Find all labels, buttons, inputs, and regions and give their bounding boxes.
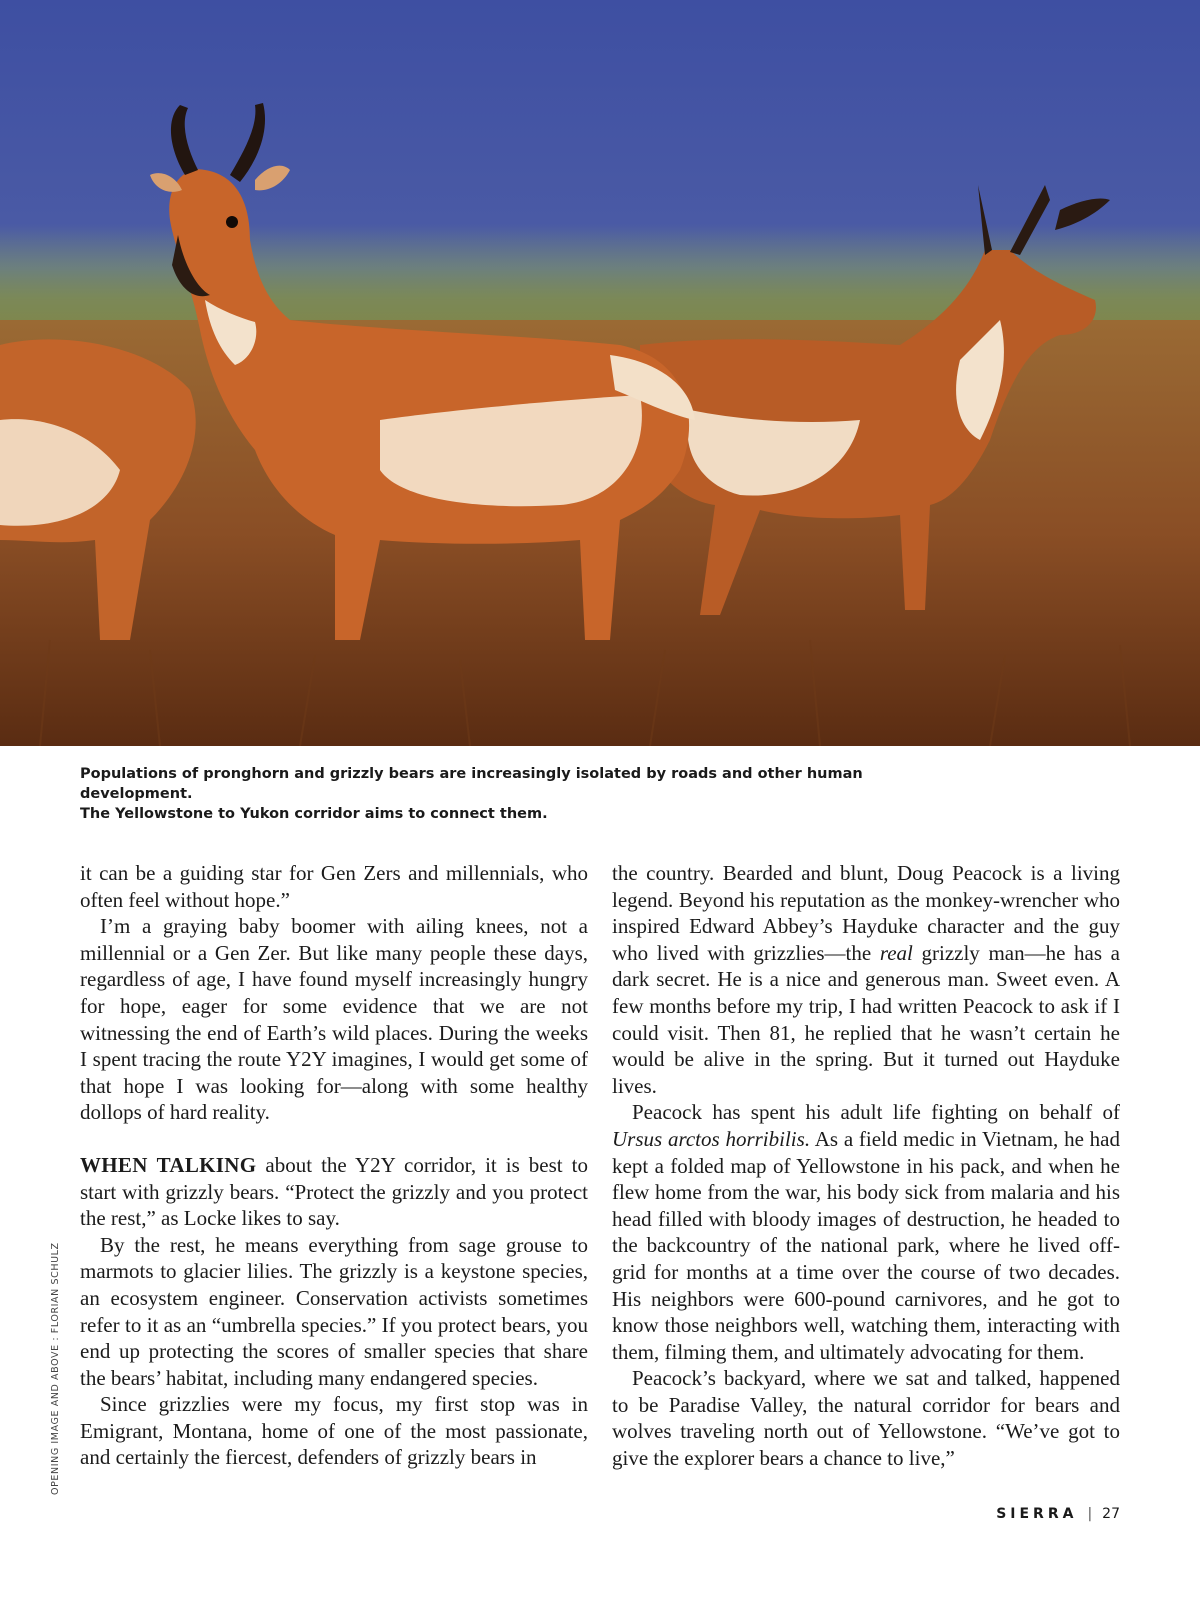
pronghorn-illustration [0, 0, 1200, 746]
emphasis-text: real [879, 940, 913, 965]
paragraph-text: the country. Bearded and blunt, Doug Peacock is a living legend. Beyond his reputation as the monkey-wrencher who inspired Edward Abbey’s Hayduke character and the guy who lived with grizzlies—the [612, 861, 1120, 965]
caption-line-1: Populations of pronghorn and grizzly bears are increasingly isolated by roads and other human development. [80, 766, 863, 802]
caption-line-2: The Yellowstone to Yukon corridor aims to connect them. [80, 806, 548, 822]
emphasis-text: Ursus arctos horribilis. [612, 1126, 811, 1151]
paragraph: Since grizzlies were my focus, my first stop was in Emigrant, Montana, home of one of the most passionate, and certainly the fiercest, defenders of grizzly bears in [80, 1392, 588, 1470]
footer-separator: | [1087, 1506, 1093, 1522]
paragraph: I’m a graying baby boomer with ailing knees, not a millennial or a Gen Zer. But like many people these days, regardless of age, I have found myself increasingly hungry for hope, eager for some evidence that we are not witnessing the end of Earth’s wild places. During the weeks I spent tracing the route Y2Y imagines, I would get some of that hope I was looking for—along with some healthy dollops of hard reality. [80, 914, 588, 1125]
paragraph: Peacock’s backyard, where we sat and talked, happened to be Paradise Valley, the natural corridor for bears and wolves traveling north out of Yellowstone. “We’ve got to give the explorer bears a chance to live,” [612, 1366, 1120, 1471]
page-number: 27 [1102, 1506, 1120, 1522]
paragraph-text: about the Y2Y corridor, it is best to start with grizzly bears. “Protect the grizzly and you protect the rest,” as Locke likes to say. [80, 1152, 588, 1231]
photo-credit: OPENING IMAGE AND ABOVE : FLORIAN SCHULZ [50, 1242, 61, 1495]
paragraph-text: grizzly man—he has a dark secret. He is a nice and generous man. Sweet even. A few months before my trip, I had written Peacock to ask if I could visit. Then 81, he replied that he wasn’t certain he would be alive in the spring. But it turned out Hayduke lives. [612, 940, 1120, 1098]
pronghorn-photo [0, 0, 1200, 746]
paragraph [612, 860, 1120, 1099]
paragraph: By the rest, he means everything from sage grouse to marmots to glacier lilies. The grizzly is a keystone species, an ecosystem engineer. Conservation activists sometimes refer to it as an “umbrella species.” If you protect bears, you end up protecting the scores of smaller species that share the bears’ habitat, including many endangered species. [80, 1232, 588, 1390]
article-column-right [612, 860, 1120, 1472]
run-in-head: WHEN TALKING [80, 1152, 257, 1177]
magazine-name: SIERRA [996, 1506, 1078, 1522]
article-column-left [80, 860, 588, 1471]
paragraph [612, 1099, 1120, 1365]
section-paragraph [80, 1152, 588, 1232]
paragraph-text: As a field medic in Vietnam, he had kept a folded map of Yellowstone in his pack, and when he flew home from the war, his body sick from malaria and his head filled with bloody images of destruction, he headed to the backcountry of the national park, where he lived off-grid for months at a time over the course of two decades. His neighbors were 600-pound carnivores, and he got to know those neighbors well, watching them, interacting with them, filming them, and ultimately advocating for them. [612, 1126, 1120, 1364]
photo-caption [80, 764, 980, 824]
paragraph-text: Peacock has spent his adult life fighting on behalf of [632, 1100, 1120, 1125]
page-footer [996, 1506, 1120, 1522]
paragraph: it can be a guiding star for Gen Zers and millennials, who often feel without hope.” [80, 861, 588, 912]
